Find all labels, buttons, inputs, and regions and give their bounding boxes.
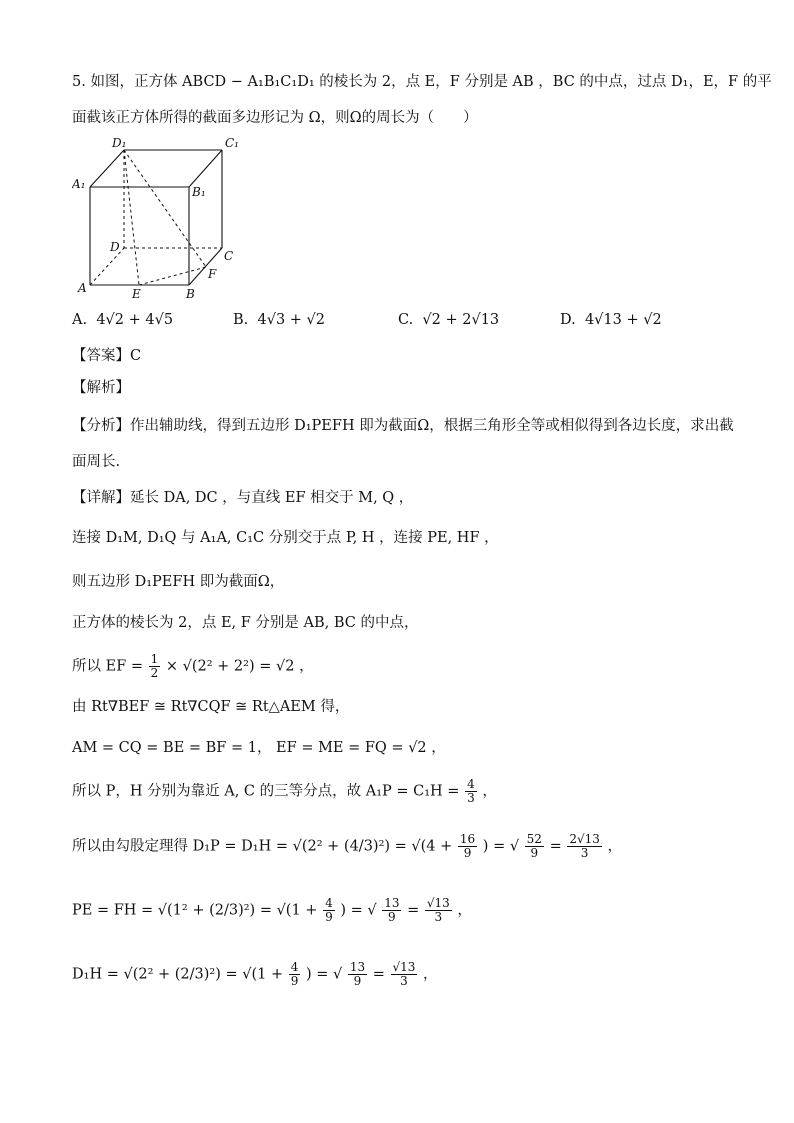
option-b-text: 4√3 + √2 [257, 312, 326, 328]
detail-11-post: = [372, 966, 385, 983]
label-B: B [186, 287, 195, 301]
detail-line-4: 正方体的棱长为 2，点 E, F 分别是 AB, BC 的中点， [72, 615, 419, 631]
detail-8-post: ， [482, 783, 497, 800]
detail-line-6: 由 Rt∇BEF ≅ Rt∇CQF ≅ Rt△AEM 得， [72, 699, 350, 715]
fraction-four-ninths-2: $\frac{4}{9}$ [290, 960, 299, 988]
detail-line-3: 则五边形 D₁PEFH 即为截面Ω， [72, 574, 285, 590]
detail-5-post: × √(2² + 2²) = √2 ， [165, 658, 314, 675]
option-c [398, 312, 499, 328]
detail-line-8 [72, 778, 497, 805]
option-d [560, 312, 662, 328]
edge-A1D1 [90, 150, 124, 187]
seg-D1F [124, 150, 206, 267]
fraction-thirteen-ninths-2: $\frac{13}{9}$ [349, 960, 366, 988]
fraction-two-root13-thirds: $\frac{2√13}{3}$ [569, 832, 600, 860]
option-b [233, 312, 325, 328]
label-D1: D₁ [112, 136, 127, 150]
detail-line-1 [72, 488, 413, 508]
answer-value: C [130, 348, 142, 364]
edge-BC [189, 248, 222, 285]
option-a-text: 4√2 + 4√5 [96, 312, 174, 328]
fraction-fiftytwo-ninths: $\frac{52}{9}$ [526, 832, 542, 860]
answer-line [72, 346, 141, 366]
detail-line-9 [72, 833, 622, 860]
label-B1: B₁ [192, 185, 206, 199]
label-E: E [132, 287, 141, 301]
analysis-line-1 [72, 416, 734, 436]
detail-text-1: 延长 DA, DC ，与直线 EF 相交于 M, Q ， [130, 490, 414, 506]
detail-9-end: ， [607, 838, 622, 855]
seg-EF [139, 267, 206, 285]
detail-11-mid: ) = √ [305, 966, 343, 983]
fraction-half: $\frac{1}{2}$ [150, 652, 159, 680]
detail-5-pre: 所以 EF = [72, 658, 144, 675]
detail-line-2: 连接 D₁M, D₁Q 与 A₁A, C₁C 分别交于点 P, H ，连接 PE, HF ， [72, 530, 499, 546]
label-A: A [78, 281, 87, 295]
option-c-letter: C. [398, 312, 414, 328]
fraction-root13-thirds-2: $\frac{√13}{3}$ [392, 960, 416, 988]
option-c-text: √2 + 2√13 [422, 312, 500, 328]
question-line-2: 面截该正方体所得的截面多边形记为 Ω，则Ω的周长为（ ） [72, 110, 478, 126]
detail-8-pre: 所以 P，H 分别为靠近 A, C 的三等分点，故 A₁P = C₁H = [72, 783, 460, 800]
cube-figure [72, 130, 252, 305]
detail-line-7: AM = CQ = BE = BF = 1， EF = ME = FQ = √2 ， [72, 740, 446, 756]
edge-B1C1 [189, 150, 222, 187]
analysis-line-2: 面周长. [72, 454, 121, 470]
detail-11-pre: D₁H = √(2² + (2/3)²) = √(1 + [72, 966, 284, 983]
detail-9-mid: ) = √ [482, 838, 520, 855]
analysis-tag: 【分析】 [72, 418, 130, 434]
option-a-letter: A. [72, 312, 88, 328]
detail-9-post: = [549, 838, 562, 855]
detail-10-post: = [407, 902, 420, 919]
label-C: C [224, 249, 234, 263]
detail-10-mid: ) = √ [340, 902, 377, 919]
option-d-letter: D. [560, 312, 576, 328]
label-C1: C₁ [225, 136, 239, 150]
label-D: D [110, 240, 120, 254]
detail-line-11 [72, 961, 438, 988]
analysis-heading: 【解析】 [72, 380, 130, 396]
detail-10-pre: PE = FH = √(1² + (2/3)²) = √(1 + [72, 902, 318, 919]
fraction-four-thirds: $\frac{4}{3}$ [467, 777, 475, 805]
label-A1: A₁ [72, 177, 86, 191]
fraction-thirteen-ninths: $\frac{13}{9}$ [384, 896, 400, 924]
option-a [72, 312, 173, 328]
analysis-text-1: 作出辅助线，得到五边形 D₁PEFH 即为截面Ω，根据三角形全等或相似得到各边长度，求出截 [130, 418, 734, 434]
fraction-four-ninths: $\frac{4}{9}$ [325, 896, 333, 924]
fraction-root13-thirds: $\frac{√13}{3}$ [426, 896, 450, 924]
option-d-text: 4√13 + √2 [584, 312, 662, 328]
option-b-letter: B. [233, 312, 249, 328]
detail-9-pre: 所以由勾股定理得 D₁P = D₁H = √(2² + (4/3)²) = √(4 + [72, 838, 453, 855]
question-line-1: 5. 如图，正方体 ABCD − A₁B₁C₁D₁ 的棱长为 2，点 E，F 分别是 AB ，BC 的中点，过点 D₁，E，F 的平 [72, 74, 772, 90]
detail-11-end: ， [423, 966, 438, 983]
detail-10-end: ， [457, 902, 472, 919]
detail-line-5 [72, 653, 314, 680]
fraction-sixteen-ninths: $\frac{16}{9}$ [459, 832, 476, 860]
seg-D1E [124, 150, 139, 285]
detail-line-10 [72, 897, 472, 924]
label-F: F [208, 267, 217, 281]
answer-tag: 【答案】 [72, 348, 130, 364]
detail-tag: 【详解】 [72, 490, 130, 506]
